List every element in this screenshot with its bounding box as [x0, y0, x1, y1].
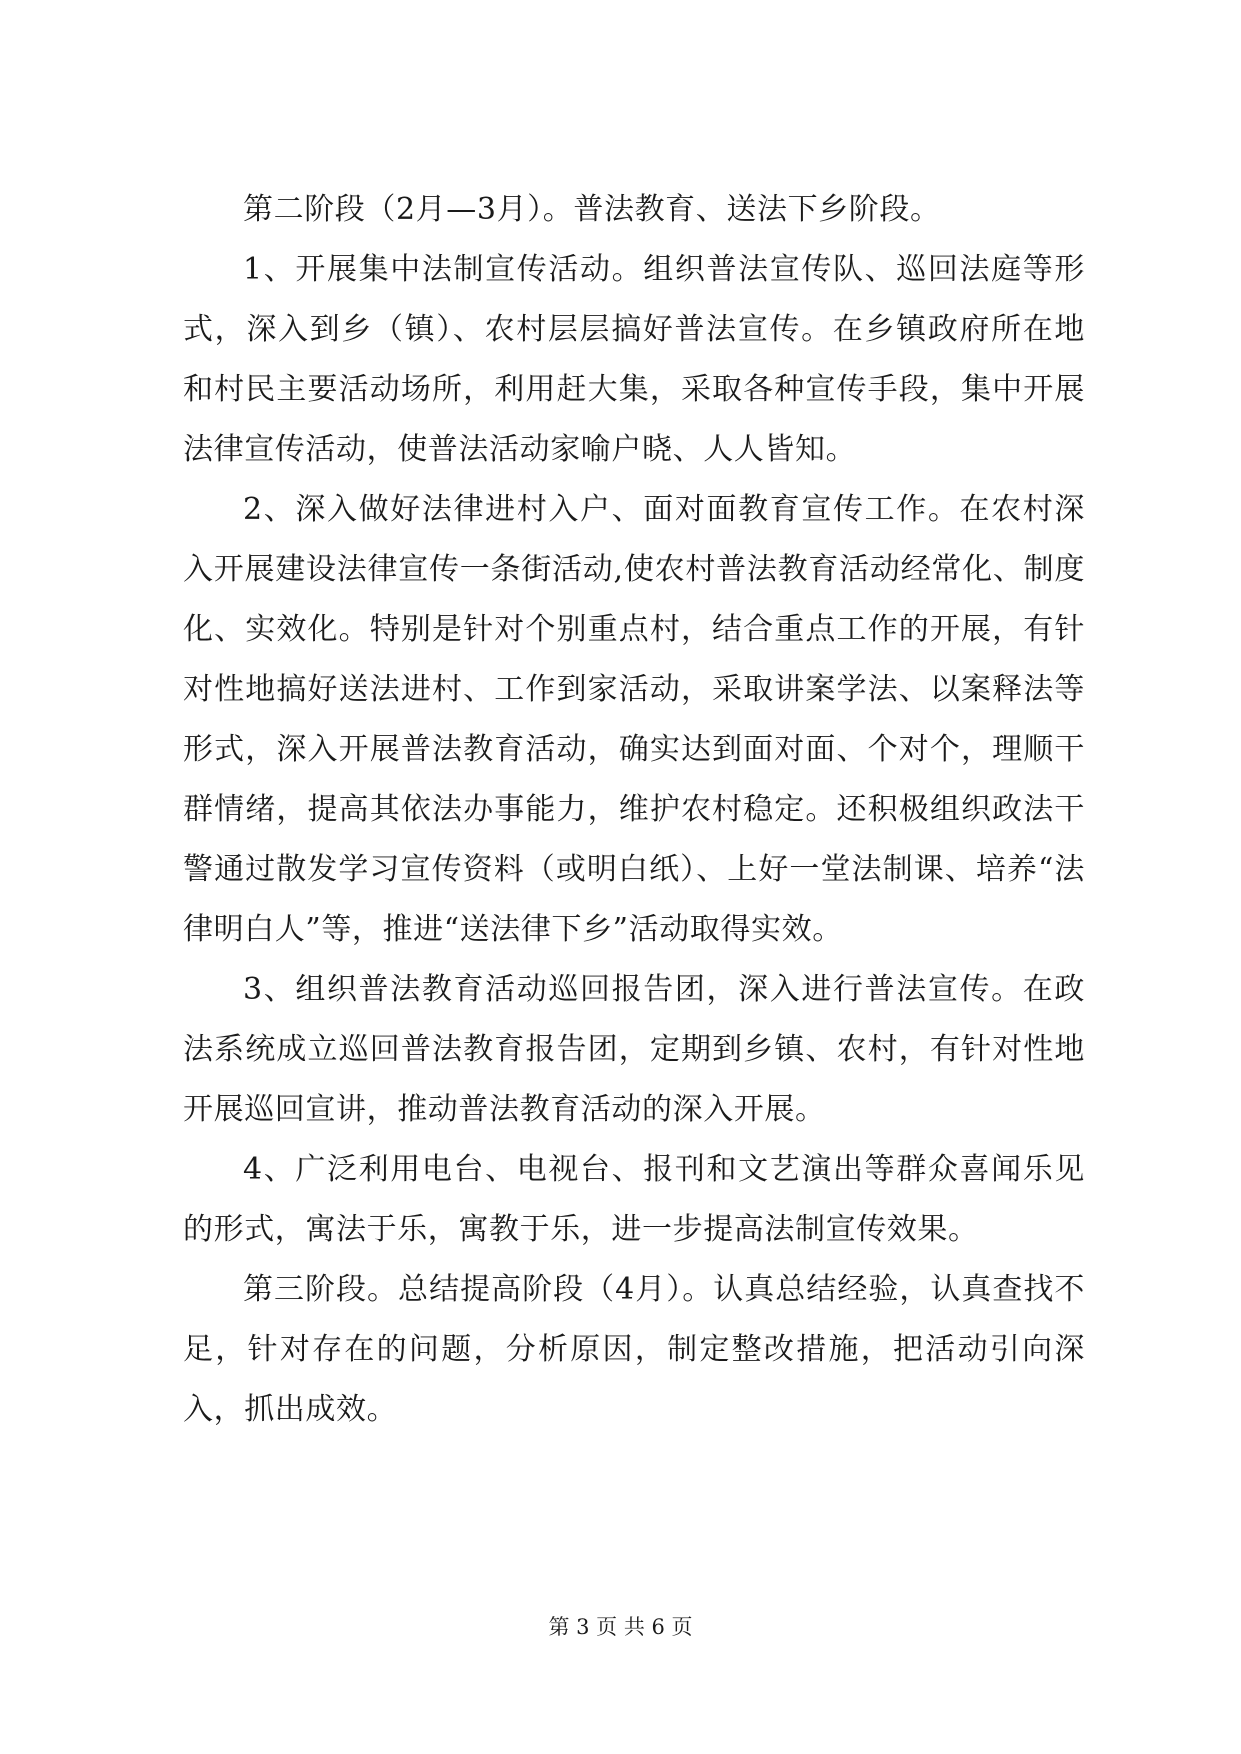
- paragraph-item-1: 1、开展集中法制宣传活动。组织普法宣传队、巡回法庭等形式，深入到乡（镇）、农村层层搞好普法宣传。在乡镇政府所在地和村民主要活动场所，利用赶大集，采取各种宣传手段，集中开展法律宣传活动，使普法活动家喻户晓、人人皆知。: [183, 252, 1085, 467]
- paragraph-item-3: 3、组织普法教育活动巡回报告团，深入进行普法宣传。在政法系统成立巡回普法教育报告团，定期到乡镇、农村，有针对性地开展巡回宣讲，推动普法教育活动的深入开展。: [183, 972, 1085, 1127]
- paragraph-item-4: 4、广泛利用电台、电视台、报刊和文艺演出等群众喜闻乐见的形式，寓法于乐，寓教于乐，进一步提高法制宣传效果。: [183, 1152, 1085, 1247]
- paragraph-stage-three: 第三阶段。总结提高阶段（4月）。认真总结经验，认真查找不足，针对存在的问题，分析原因，制定整改措施，把活动引向深入，抓出成效。: [183, 1272, 1085, 1427]
- paragraph-stage-two: 第二阶段（2月—3月）。普法教育、送法下乡阶段。: [243, 192, 941, 227]
- paragraph-item-2: 2、深入做好法律进村入户、面对面教育宣传工作。在农村深入开展建设法律宣传一条街活动,使农村普法教育活动经常化、制度化、实效化。特别是针对个别重点村，结合重点工作的开展，有针对性地搞好送法进村、工作到家活动，采取讲案学法、以案释法等形式，深入开展普法教育活动，确实达到面对面、个对个，理顺干群情绪，提高其依法办事能力，维护农村稳定。还积极组织政法干警通过散发学习宣传资料（或明白纸）、上好一堂法制课、培养“法律明白人”等，推进“送法律下乡”活动取得实效。: [183, 492, 1085, 947]
- page-number-footer: 第 3 页 共 6 页: [548, 1615, 693, 1639]
- document-body: [183, 180, 1085, 1440]
